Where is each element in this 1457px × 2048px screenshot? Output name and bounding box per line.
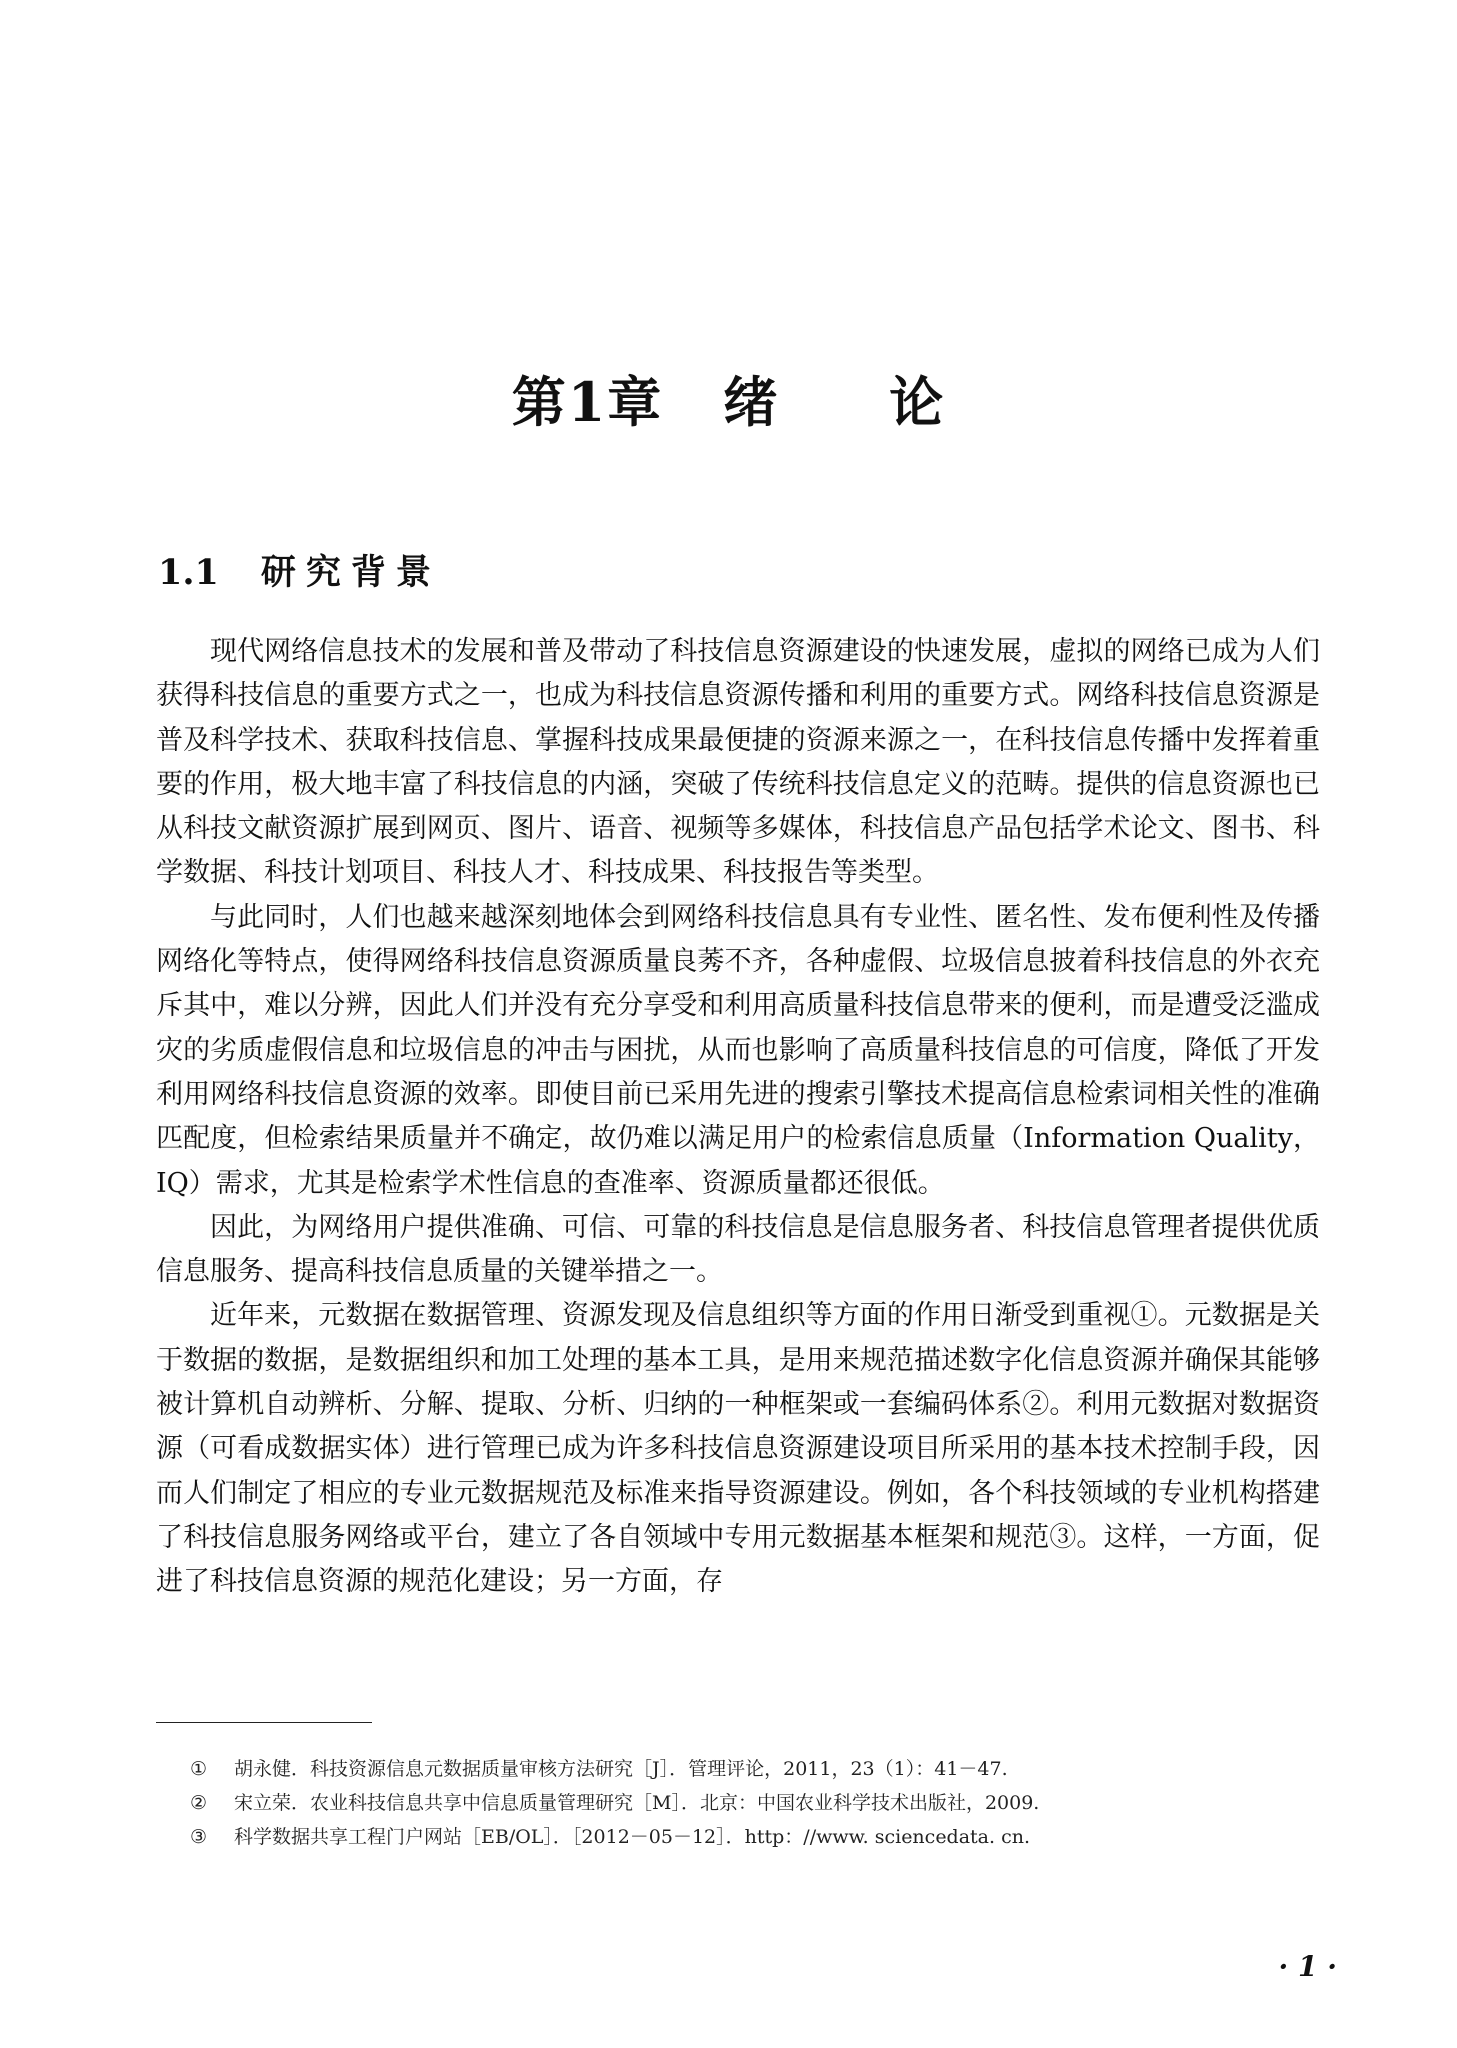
footnote-text: 科学数据共享工程门户网站［EB/OL］．［2012－05－12］．http：//www. sciencedata. cn. xyxy=(234,1826,1031,1848)
chapter-title xyxy=(0,360,1457,437)
page-number: · 1 · xyxy=(1278,1950,1337,1983)
paragraph: 近年来，元数据在数据管理、资源发现及信息组织等方面的作用日渐受到重视①。元数据是关于数据的数据，是数据组织和加工处理的基本工具，是用来规范描述数字化信息资源并确保其能够被计算机自动辨析、分解、提取、分析、归纳的一种框架或一套编码体系②。利用元数据对数据资源（可看成数据实体）进行管理已成为许多科技信息资源建设项目所采用的基本技术控制手段，因而人们制定了相应的专业元数据规范及标准来指导资源建设。例如，各个科技领域的专业机构搭建了科技信息服务网络或平台，建立了各自领域中专用元数据基本框架和规范③。这样，一方面，促进了科技信息资源的规范化建设；另一方面，存 xyxy=(156,1300,1320,1598)
footnote xyxy=(190,1752,1039,1786)
footnotes xyxy=(190,1752,1039,1854)
footnote-mark: ③ xyxy=(190,1826,208,1848)
paragraph: 与此同时，人们也越来越深刻地体会到网络科技信息具有专业性、匿名性、发布便利性及传播网络化等特点，使得网络科技信息资源质量良莠不齐，各种虚假、垃圾信息披着科技信息的外衣充斥其中，难以分辨，因此人们并没有充分享受和利用高质量科技信息带来的便利，而是遭受泛滥成灾的劣质虚假信息和垃圾信息的冲击与困扰，从而也影响了高质量科技信息的可信度，降低了开发利用网络科技信息资源的效率。即使目前已采用先进的搜索引擎技术提高信息检索词相关性的准确匹配度，但检索结果质量并不确定，故仍难以满足用户的检索信息质量（Information Quality，IQ）需求，尤其是检索学术性信息的查准率、资源质量都还很低。 xyxy=(156,901,1320,1199)
chapter-number: 第1章 xyxy=(511,370,664,434)
body-text xyxy=(156,630,1320,1605)
footnote xyxy=(190,1820,1039,1854)
section-title: 研究背景 xyxy=(260,552,441,593)
footnote xyxy=(190,1786,1039,1820)
footnote-divider xyxy=(156,1722,372,1723)
footnote-mark: ② xyxy=(190,1792,208,1814)
footnote-text: 宋立荣．农业科技信息共享中信息质量管理研究［M］．北京：中国农业科学技术出版社，2009. xyxy=(234,1792,1040,1814)
paragraph: 现代网络信息技术的发展和普及带动了科技信息资源建设的快速发展，虚拟的网络已成为人们获得科技信息的重要方式之一，也成为科技信息资源传播和利用的重要方式。网络科技信息资源是普及科学技术、获取科技信息、掌握科技成果最便捷的资源来源之一，在科技信息传播中发挥着重要的作用，极大地丰富了科技信息的内涵，突破了传统科技信息定义的范畴。提供的信息资源也已从科技文献资源扩展到网页、图片、语音、视频等多媒体，科技信息产品包括学术论文、图书、科学数据、科技计划项目、科技人才、科技成果、科技报告等类型。 xyxy=(156,636,1320,889)
section-heading xyxy=(158,545,441,595)
chapter-title-char-2: 论 xyxy=(889,370,946,434)
chapter-title-char-1: 绪 xyxy=(723,370,780,434)
paragraph: 因此，为网络用户提供准确、可信、可靠的科技信息是信息服务者、科技信息管理者提供优质信息服务、提高科技信息质量的关键举措之一。 xyxy=(156,1211,1320,1288)
footnote-text: 胡永健．科技资源信息元数据质量审核方法研究［J］．管理评论，2011，23（1）：41－47. xyxy=(234,1758,1008,1780)
section-number: 1.1 xyxy=(158,552,219,593)
footnote-mark: ① xyxy=(190,1758,208,1780)
